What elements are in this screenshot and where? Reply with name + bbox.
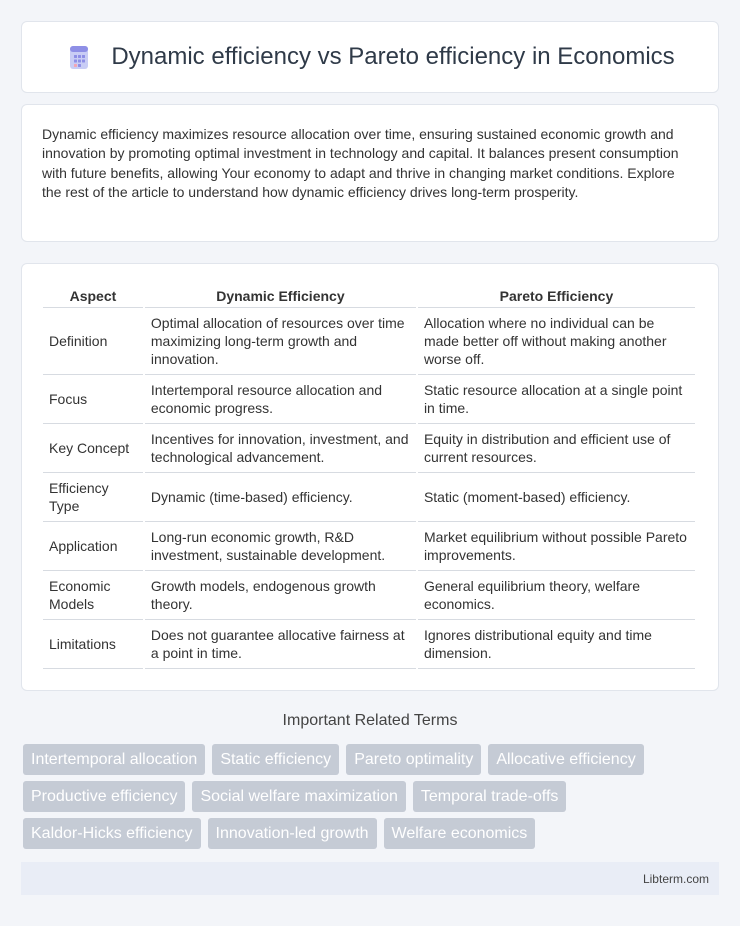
cell-pareto: Allocation where no individual can be made better off without making another worse off. xyxy=(418,308,695,375)
tag-static-efficiency[interactable]: Static efficiency xyxy=(212,744,339,775)
cell-dynamic: Incentives for innovation, investment, and technological advancement. xyxy=(145,424,416,473)
table-row xyxy=(43,375,695,424)
table-header-row xyxy=(43,284,695,308)
cell-aspect: Economic Models xyxy=(43,571,143,620)
tag-innovation-led-growth[interactable]: Innovation-led growth xyxy=(208,818,377,849)
cell-aspect: Limitations xyxy=(43,620,143,669)
cell-aspect: Application xyxy=(43,522,143,571)
cell-pareto: Static resource allocation at a single point in time. xyxy=(418,375,695,424)
table-row xyxy=(43,522,695,571)
footer-site-link[interactable]: Libterm.com xyxy=(642,871,709,886)
table-row xyxy=(43,571,695,620)
tag-row xyxy=(23,818,723,849)
cell-aspect: Efficiency Type xyxy=(43,473,143,522)
related-terms-title: Important Related Terms xyxy=(282,712,458,729)
cell-dynamic: Intertemporal resource allocation and economic progress. xyxy=(145,375,416,424)
table-row xyxy=(43,473,695,522)
header-aspect: Aspect xyxy=(43,284,143,308)
cell-dynamic: Does not guarantee allocative fairness at a point in time. xyxy=(145,620,416,669)
cell-pareto: Static (moment-based) efficiency. xyxy=(418,473,695,522)
cell-pareto: Ignores distributional equity and time dimension. xyxy=(418,620,695,669)
cell-aspect: Focus xyxy=(43,375,143,424)
tag-welfare-economics[interactable]: Welfare economics xyxy=(384,818,536,849)
related-terms-tags xyxy=(23,744,723,855)
header-pareto-efficiency: Pareto Efficiency xyxy=(418,284,695,308)
table-row xyxy=(43,620,695,669)
tag-social-welfare-maximization[interactable]: Social welfare maximization xyxy=(192,781,405,812)
cell-aspect: Key Concept xyxy=(43,424,143,473)
cell-dynamic: Dynamic (time-based) efficiency. xyxy=(145,473,416,522)
tag-row xyxy=(23,744,723,775)
tag-productive-efficiency[interactable]: Productive efficiency xyxy=(23,781,185,812)
tag-intertemporal-allocation[interactable]: Intertemporal allocation xyxy=(23,744,205,775)
intro-paragraph: Dynamic efficiency maximizes resource allocation over time, ensuring sustained economic growth and innovation by promoting optimal investment in technology and capital. It balances present consumption with future benefits, allowing Your economy to adapt and thrive in changing market conditions. Explore the rest of the article to understand how dynamic efficiency drives long-term prosperity. xyxy=(42,126,679,201)
footer xyxy=(21,862,719,895)
document-icon xyxy=(65,43,93,71)
header-card xyxy=(21,21,719,93)
cell-pareto: Equity in distribution and efficient use of current resources. xyxy=(418,424,695,473)
intro-card xyxy=(21,104,719,242)
header-dynamic-efficiency: Dynamic Efficiency xyxy=(145,284,416,308)
tag-pareto-optimality[interactable]: Pareto optimality xyxy=(346,744,481,775)
cell-dynamic: Long-run economic growth, R&D investment, sustainable development. xyxy=(145,522,416,571)
tag-temporal-trade-offs[interactable]: Temporal trade-offs xyxy=(413,781,567,812)
cell-pareto: Market equilibrium without possible Pareto improvements. xyxy=(418,522,695,571)
comparison-table-card xyxy=(21,263,719,691)
cell-aspect: Definition xyxy=(43,308,143,375)
tag-allocative-efficiency[interactable]: Allocative efficiency xyxy=(488,744,643,775)
cell-pareto: General equilibrium theory, welfare economics. xyxy=(418,571,695,620)
tag-kaldor-hicks-efficiency[interactable]: Kaldor-Hicks efficiency xyxy=(23,818,201,849)
page-title: Dynamic efficiency vs Pareto efficiency in Economics xyxy=(111,43,675,70)
cell-dynamic: Growth models, endogenous growth theory. xyxy=(145,571,416,620)
cell-dynamic: Optimal allocation of resources over time maximizing long-term growth and innovation. xyxy=(145,308,416,375)
title-wrap xyxy=(65,43,674,71)
comparison-table xyxy=(41,284,697,669)
tag-row xyxy=(23,781,723,812)
table-row xyxy=(43,424,695,473)
table-row xyxy=(43,308,695,375)
